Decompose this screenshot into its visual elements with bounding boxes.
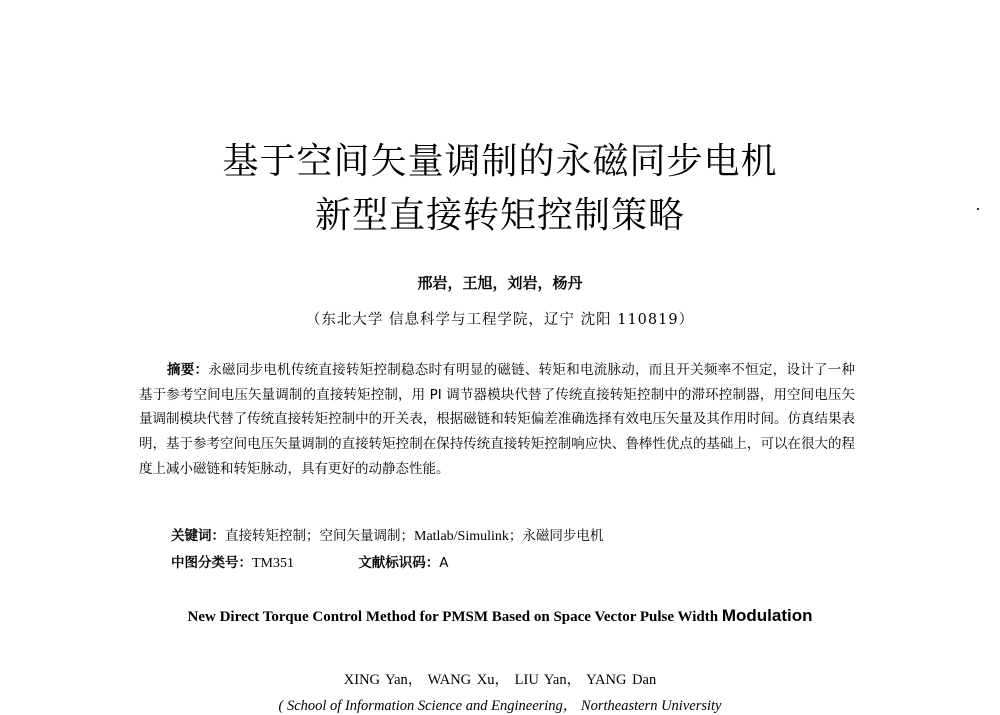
document-code-value: A bbox=[439, 555, 449, 571]
english-title bbox=[0, 606, 1000, 626]
english-title-last-word: Modulation bbox=[721, 606, 813, 625]
english-author-list: XING Yan， WANG Xu， LIU Yan， YANG Dan bbox=[343, 672, 657, 688]
author-list: 邢岩，王旭，刘岩，杨丹 bbox=[417, 274, 583, 292]
keywords-text-english: Matlab/Simulink bbox=[414, 529, 509, 544]
author-affiliation: （东北大学 信息科学与工程学院，辽宁 沈阳 110819） bbox=[305, 312, 695, 328]
classification-label: 中图分类号： bbox=[171, 555, 252, 571]
english-affiliation: ( School of Information Science and Engineering， Northeastern University bbox=[278, 698, 722, 714]
keywords-text-part1: 直接转矩控制；空间矢量调制； bbox=[225, 528, 414, 544]
classification-line bbox=[171, 551, 449, 572]
abstract-text: 永磁同步电机传统直接转矩控制稳态时有明显的磁链、转矩和电流脉动，而且开关频率不恒定，设计了一种基于参考空间电压矢量调制的直接转矩控制，用 PI 调节器模块代替了传统直接转矩控制中的滞环控制器，用空间电压矢量调制模块代替了传统直接转矩控制中的开关表，根据磁链和转矩偏差准确选择有效电压矢量及其作用时间。仿真结果表明，基于参考空间电压矢量调制的直接转矩控制在保持传统直接转矩控制响应快、鲁棒性优点的基础上，可以在很大的程度上减小磁链和转矩脉动，具有更好的动静态性能。 bbox=[139, 362, 855, 477]
abstract-label: 摘要： bbox=[167, 362, 209, 378]
keywords-label: 关键词： bbox=[171, 528, 225, 544]
scan-speck bbox=[977, 208, 979, 210]
keywords-line bbox=[171, 524, 603, 545]
english-title-main: New Direct Torque Control Method for PMSM Based on Space Vector Pulse Width bbox=[187, 609, 719, 625]
document-code-label: 文献标识码： bbox=[358, 555, 440, 571]
keywords-text-part2: ；永磁同步电机 bbox=[508, 528, 604, 544]
classification-value: TM351 bbox=[252, 556, 294, 571]
abstract-block bbox=[139, 358, 855, 482]
paper-title-line-1: 基于空间矢量调制的永磁同步电机 bbox=[222, 141, 778, 182]
paper-title-line-2: 新型直接转矩控制策略 bbox=[314, 195, 685, 236]
